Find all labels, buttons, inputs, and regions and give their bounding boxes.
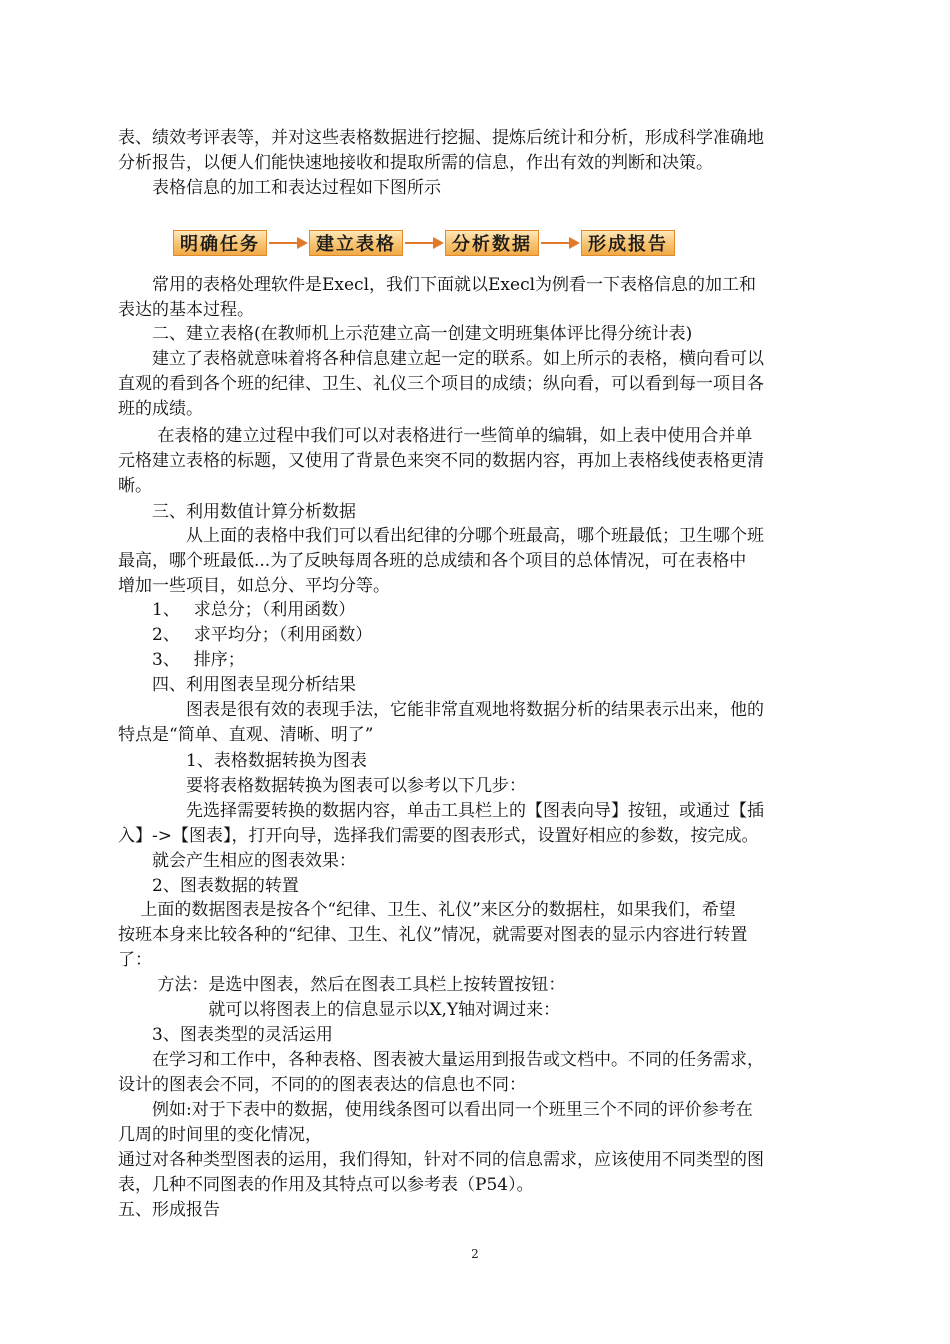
- text-line: 二、建立表格(在教师机上示范建立高一创建文明班集体评比得分统计表): [118, 324, 693, 344]
- text-line: 表达的基本过程。: [118, 300, 254, 320]
- text-line: 1、 求总分；（利用函数）: [118, 600, 356, 620]
- text-line: 1、表格数据转换为图表: [118, 751, 367, 771]
- text-line: 三、利用数值计算分析数据: [118, 502, 356, 522]
- text-line: 四、利用图表呈现分析结果: [118, 675, 356, 695]
- text-line: 表、绩效考评表等，并对这些表格数据进行挖掘、提炼后统计和分析，形成科学准确地: [118, 128, 764, 148]
- text-line: 五、形成报告: [118, 1200, 220, 1220]
- text-line: 在学习和工作中，各种表格、图表被大量运用到报告或文档中。不同的任务需求，: [118, 1050, 764, 1070]
- text-line: 3、 排序；: [118, 650, 245, 670]
- text-line: 上面的数据图表是按各个“纪律、卫生、礼仪”来区分的数据柱，如果我们，希望: [118, 900, 736, 920]
- text-line: 增加一些项目，如总分、平均分等。: [118, 576, 390, 596]
- text-line: 3、图表类型的灵活运用: [118, 1025, 333, 1045]
- text-line: 从上面的表格中我们可以看出纪律的分哪个班最高，哪个班最低；卫生哪个班: [118, 526, 764, 546]
- text-line: 入】->【图表】，打开向导，选择我们需要的图表形式，设置好相应的参数，按完成。: [118, 826, 759, 846]
- flow-step-build-table: 建立表格: [309, 230, 403, 256]
- flow-step-analyze-data: 分析数据: [445, 230, 539, 256]
- text-line: 晰。: [118, 476, 152, 496]
- text-line: 设计的图表会不同，不同的的图表表达的信息也不同：: [118, 1075, 526, 1095]
- text-line: 常用的表格处理软件是Execl，我们下面就以Execl为例看一下表格信息的加工和: [118, 275, 757, 295]
- text-line: 了：: [118, 950, 152, 970]
- text-line: 例如:对于下表中的数据，使用线条图可以看出同一个班里三个不同的评价参考在: [118, 1100, 753, 1120]
- text-line: 直观的看到各个班的纪律、卫生、礼仪三个项目的成绩；纵向看，可以看到每一项目各: [118, 374, 764, 394]
- text-line: 表格信息的加工和表达过程如下图所示: [118, 178, 441, 198]
- text-line: 最高，哪个班最低...为了反映每周各班的总成绩和各个项目的总体情况，可在表格中: [118, 551, 747, 571]
- text-line: 建立了表格就意味着将各种信息建立起一定的联系。如上所示的表格，横向看可以: [118, 349, 764, 369]
- text-line: 图表是很有效的表现手法，它能非常直观地将数据分析的结果表示出来，他的: [118, 700, 764, 720]
- flow-step-form-report: 形成报告: [581, 230, 675, 256]
- text-line: 通过对各种类型图表的运用，我们得知，针对不同的信息需求，应该使用不同类型的图: [118, 1150, 764, 1170]
- text-line: 就会产生相应的图表效果：: [118, 851, 356, 871]
- text-line: 特点是“简单、直观、清晰、明了”: [118, 725, 374, 745]
- arrow-right-icon: [403, 228, 445, 258]
- page-number: 2: [471, 1247, 479, 1261]
- text-line: 分析报告，以便人们能快速地接收和提取所需的信息，作出有效的判断和决策。: [118, 153, 713, 173]
- text-line: 要将表格数据转换为图表可以参考以下几步：: [118, 776, 526, 796]
- text-line: 2、 求平均分；（利用函数）: [118, 625, 373, 645]
- text-line: 班的成绩。: [118, 399, 203, 419]
- text-line: 在表格的建立过程中我们可以对表格进行一些简单的编辑，如上表中使用合并单: [118, 426, 753, 446]
- text-line: 几周的时间里的变化情况，: [118, 1125, 322, 1145]
- text-line: 就可以将图表上的信息显示以X,Y轴对调过来：: [118, 1000, 561, 1020]
- text-line: 2、图表数据的转置: [118, 876, 299, 896]
- flow-step-define-task: 明确任务: [173, 230, 267, 256]
- text-line: 表，几种不同图表的作用及其特点可以参考表（P54）。: [118, 1175, 534, 1195]
- arrow-right-icon: [539, 228, 581, 258]
- text-line: 方法：是选中图表，然后在图表工具栏上按转置按钮：: [118, 975, 566, 995]
- process-flow-diagram: [173, 228, 718, 258]
- text-line: 先选择需要转换的数据内容，单击工具栏上的【图表向导】按钮，或通过【插: [118, 801, 764, 821]
- arrow-right-icon: [267, 228, 309, 258]
- text-line: 按班本身来比较各种的“纪律、卫生、礼仪”情况，就需要对图表的显示内容进行转置: [118, 925, 748, 945]
- text-line: 元格建立表格的标题，又使用了背景色来突不同的数据内容，再加上表格线使表格更清: [118, 451, 764, 471]
